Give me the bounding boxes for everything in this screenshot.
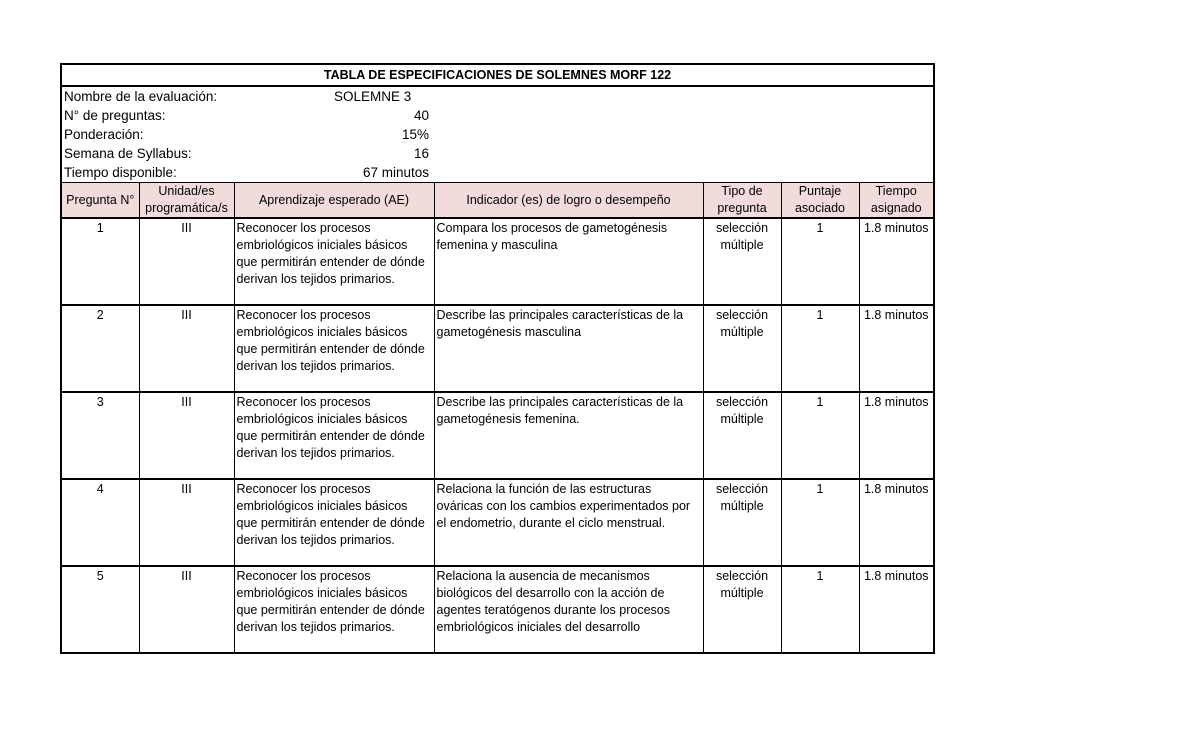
cell-indicador: Describe las principales características de la gametogénesis masculina [434, 305, 703, 392]
ponderacion-value: 15% [401, 127, 429, 142]
cell-indicador: Relaciona la ausencia de mecanismos biológicos del desarrollo con la acción de agentes teratógenos durante los procesos embriológicos iniciales del desarrollo [434, 566, 703, 652]
preguntas-value: 40 [413, 108, 429, 123]
evaluation-info [62, 87, 933, 183]
cell-ae: Reconocer los procesos embriológicos iniciales básicos que permitirán entender de dónde derivan los tejidos primarios. [234, 218, 434, 305]
cell-num: 5 [62, 566, 139, 652]
cell-tipo: selección múltiple [703, 479, 781, 566]
cell-unidad: III [139, 392, 234, 479]
semana-label: Semana de Syllabus: [64, 146, 192, 161]
header-row [62, 183, 933, 218]
cell-ae: Reconocer los procesos embriológicos iniciales básicos que permitirán entender de dónde derivan los tejidos primarios. [234, 479, 434, 566]
table-row [62, 392, 933, 479]
header-unidad: Unidad/es programática/s [139, 183, 234, 218]
cell-indicador: Relaciona la función de las estructuras ováricas con los cambios experimentados por el endometrio, durante el ciclo menstrual. [434, 479, 703, 566]
table-row [62, 566, 933, 652]
header-tiempo: Tiempo asignado [859, 183, 933, 218]
cell-ae: Reconocer los procesos embriológicos iniciales básicos que permitirán entender de dónde derivan los tejidos primarios. [234, 305, 434, 392]
cell-puntaje: 1 [781, 479, 859, 566]
info-row-semana [62, 144, 933, 163]
semana-value: 16 [413, 146, 429, 161]
cell-num: 2 [62, 305, 139, 392]
preguntas-label: N° de preguntas: [64, 108, 166, 123]
cell-indicador: Describe las principales características de la gametogénesis femenina. [434, 392, 703, 479]
cell-unidad: III [139, 566, 234, 652]
table-row [62, 218, 933, 305]
cell-tiempo: 1.8 minutos [863, 569, 929, 583]
header-puntaje: Puntaje asociado [781, 183, 859, 218]
table-row [62, 479, 933, 566]
cell-puntaje: 1 [781, 392, 859, 479]
cell-puntaje: 1 [781, 305, 859, 392]
cell-tiempo: 1.8 minutos [859, 305, 933, 392]
cell-tipo: selección múltiple [703, 218, 781, 305]
header-tipo: Tipo de pregunta [703, 183, 781, 218]
cell-tiempo: 1.8 minutos [859, 218, 933, 305]
cell-ae: Reconocer los procesos embriológicos iniciales básicos que permitirán entender de dónde derivan los tejidos primarios. [234, 566, 434, 652]
tiempo-value: 67 minutos [362, 165, 429, 180]
nombre-label: Nombre de la evaluación: [64, 89, 218, 104]
tiempo-label: Tiempo disponible: [64, 165, 177, 180]
nombre-value: SOLEMNE 3 [334, 89, 412, 104]
ponderacion-label: Ponderación: [64, 127, 144, 142]
cell-tipo: selección múltiple [703, 392, 781, 479]
info-row-ponderacion [62, 125, 933, 144]
cell-num: 4 [62, 479, 139, 566]
questions-table [62, 183, 933, 652]
cell-puntaje: 1 [781, 566, 859, 652]
cell-puntaje: 1 [781, 218, 859, 305]
header-pregunta: Pregunta N° [62, 183, 139, 218]
cell-tipo: selección múltiple [703, 305, 781, 392]
header-indicador: Indicador (es) de logro o desempeño [434, 183, 703, 218]
cell-num: 3 [62, 392, 139, 479]
table-title: TABLA DE ESPECIFICACIONES DE SOLEMNES MORF 122 [62, 65, 933, 87]
header-aprendizaje: Aprendizaje esperado (AE) [234, 183, 434, 218]
table-row [62, 305, 933, 392]
specification-table [60, 63, 935, 654]
info-row-preguntas [62, 106, 933, 125]
cell-ae: Reconocer los procesos embriológicos iniciales básicos que permitirán entender de dónde derivan los tejidos primarios. [234, 392, 434, 479]
cell-unidad: III [139, 305, 234, 392]
cell-unidad: III [139, 218, 234, 305]
cell-tipo: selección múltiple [703, 566, 781, 652]
cell-num: 1 [62, 218, 139, 305]
cell-indicador: Compara los procesos de gametogénesis femenina y masculina [434, 218, 703, 305]
cell-tiempo: 1.8 minutos [859, 479, 933, 566]
info-row-nombre [62, 87, 933, 106]
cell-unidad: III [139, 479, 234, 566]
info-row-tiempo [62, 163, 933, 182]
cell-tiempo: 1.8 minutos [859, 392, 933, 479]
